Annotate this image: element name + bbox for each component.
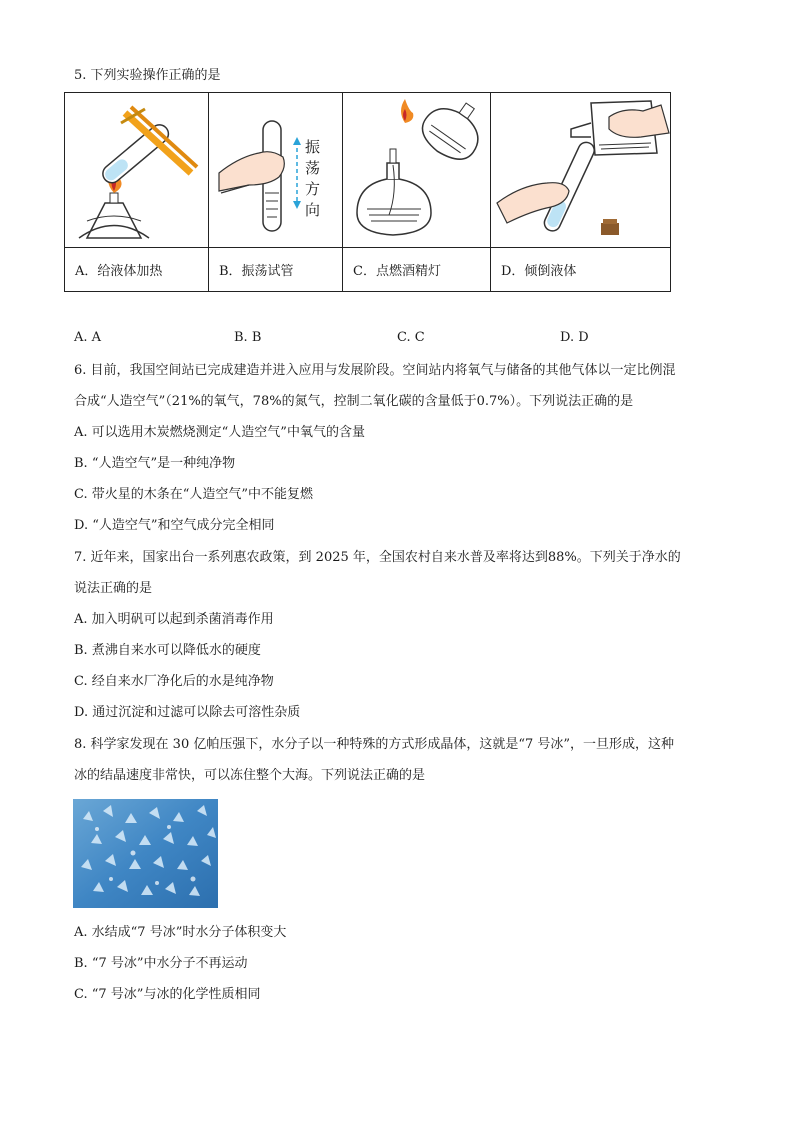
shake-label-char: 振 (305, 138, 321, 156)
q5-option-a: A. A (74, 330, 102, 345)
figure-heating-liquid (65, 93, 209, 248)
q8-option-b: B. “7 号冰”中水分子不再运动 (74, 956, 248, 971)
shake-label-char: 方 (305, 180, 321, 198)
q5-stem: 5. 下列实验操作正确的是 (74, 68, 221, 83)
figure-pouring-liquid (491, 93, 670, 248)
q5-option-b: B. B (234, 330, 262, 345)
q5-figure-table (64, 92, 671, 292)
q7-option-b: B. 煮沸自来水可以降低水的硬度 (74, 643, 261, 658)
q7-option-a: A. 加入明矾可以起到杀菌消毒作用 (74, 612, 274, 627)
q5-option-c: C. C (397, 330, 425, 345)
caption-b: B．振荡试管 (209, 248, 343, 291)
caption-c: C．点燃酒精灯 (343, 248, 491, 291)
figure-lighting-lamp (343, 93, 491, 248)
q7-option-c: C. 经自来水厂净化后的水是纯净物 (74, 674, 274, 689)
caption-a: A．给液体加热 (65, 248, 209, 291)
q7-stem-line1: 7. 近年来，国家出台一系列惠农政策，到 2025 年，全国农村自来水普及率将达到88%。下列关于净水的 (74, 550, 681, 565)
q8-option-c: C. “7 号冰”与冰的化学性质相同 (74, 987, 261, 1002)
q6-stem-line2: 合成“人造空气”（21%的氧气，78%的氮气，控制二氧化碳的含量低于0.7%）。下列说法正确的是 (74, 394, 634, 409)
q8-option-a: A. 水结成“7 号冰”时水分子体积变大 (74, 925, 287, 940)
ice-crystal-photo (73, 799, 218, 908)
caption-d: D．倾倒液体 (501, 264, 577, 279)
shake-label-char: 向 (305, 201, 321, 219)
q6-option-c: C. 带火星的木条在“人造空气”中不能复燃 (74, 487, 314, 502)
q5-options (74, 330, 674, 350)
figure-shaking-tube (209, 93, 343, 248)
q7-stem-line2: 说法正确的是 (74, 581, 153, 596)
q8-stem-line1: 8. 科学家发现在 30 亿帕压强下，水分子以一种特殊的方式形成晶体，这就是“7 号冰”，一旦形成，这种 (74, 737, 675, 752)
q8-stem-line2: 冰的结晶速度非常快，可以冻住整个大海。下列说法正确的是 (74, 768, 426, 783)
shake-label-char: 荡 (305, 159, 321, 177)
q6-stem-line1: 6. 目前，我国空间站已完成建造并进入应用与发展阶段。空间站内将氧气与储备的其他气体以一定比例混 (74, 363, 676, 378)
q6-option-a: A. 可以选用木炭燃烧测定“人造空气”中氧气的含量 (74, 425, 365, 440)
q6-option-d: D. “人造空气”和空气成分完全相同 (74, 518, 275, 533)
q6-option-b: B. “人造空气”是一种纯净物 (74, 456, 236, 471)
q7-option-d: D. 通过沉淀和过滤可以除去可溶性杂质 (74, 705, 301, 720)
q5-option-d: D. D (560, 330, 589, 345)
